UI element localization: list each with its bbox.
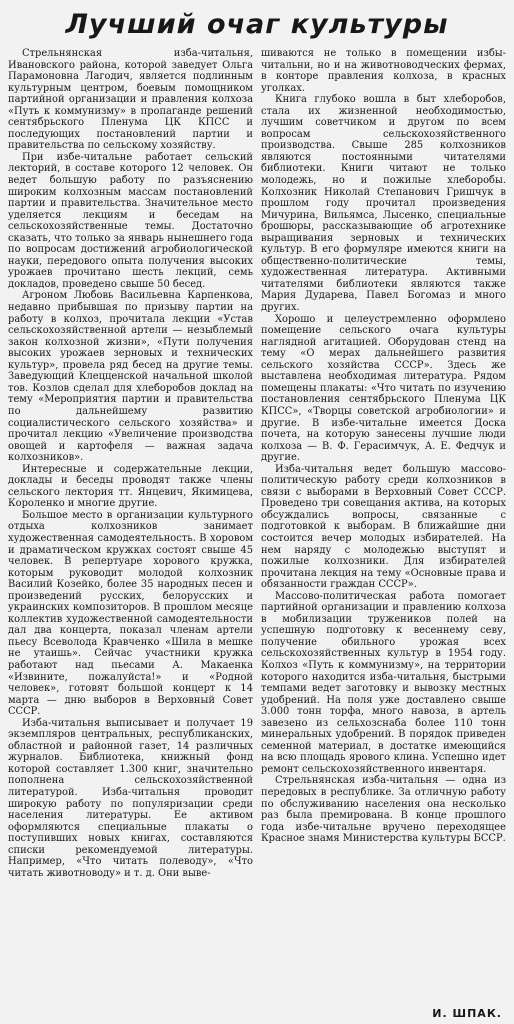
- paragraph: Хорошо и целеустремленно оформлено помещение сельского очага культуры наглядной агитацией. Оборудован стенд на тему «О мерах дальнейшего развития сельского хозяйства СССР». Здесь же выставлена необходимая литература. Рядом помещены плакаты: «Что читать по изучению постановления сентябрьского Пленума ЦК КПСС», «Творцы советской агробиологии» и другие. В избе-читальне имеется Доска почета, на которую занесены лучшие люди колхоза — В. Ф. Герасимчук, А. Е. Федчук и другие.: [261, 313, 506, 464]
- paragraph: Стрельнянская изба-читальня — одна из передовых в республике. За отличную работу по обслуживанию населения она несколько раз была премирована. В конце прошлого года избе-читальне вручено переходящее Красное знамя Министерства культуры БССР.: [261, 775, 506, 845]
- author-signature: И. ШПАК.: [432, 1007, 502, 1020]
- left-column: [8, 48, 253, 1006]
- paragraph: Массово-политическая работа помогает партийной организации и правлению колхоза в мобилизации тружеников полей на успешную подготовку к весеннему севу, получение обильного урожая всех сельскохозяйственных культур в 1954 году. Колхоз «Путь к коммунизму», на территории которого находится изба-читальня, быстрыми темпами ведет заготовку и вывозку местных удобрений. На поля уже доставлено свыше 3.000 тонн торфа, много навоза, в артель завезено из сельхозснаба более 110 тонн минеральных удобрений. В порядок приведен семенной материал, в достатке имеющийся на всю площадь ярового клина. Успешно идет ремонт сельскохозяйственного инвентаря.: [261, 590, 506, 775]
- article-title: Лучший очаг культуры: [65, 9, 449, 40]
- article-body: [8, 48, 506, 1006]
- paragraph: Интересные и содержательные лекции, доклады и беседы проводят также члены сельского лектория тт. Янцевич, Якимицева, Короленко и многие другие.: [8, 463, 253, 510]
- paragraph: Книга глубоко вошла в быт хлеборобов, стала их жизненной необходимостью, лучшим советчиком и другом по всем вопросам сельскохозяйственного производства. Свыше 285 колхозников являются постоянными читателями библиотеки. Книги читают не только молодежь, но и пожилые хлеборобы. Колхозник Николай Степанович Гришчук в прошлом году прочитал произведения Мичурина, Вильямса, Лысенко, специальные брошюры, рассказывающие об агротехнике выращивания зерновых и технических культур. В его формуляре имеются книги на общественно-политические темы, художественная литература. Активными читателями библиотеки являются также Мария Дударева, Павел Богомаз и много других.: [261, 94, 506, 314]
- paragraph: При избе-читальне работает сельский лекторий, в составе которого 12 человек. Он ведет большую работу по разъяснению широким колхозным массам постановлений партии и правительства. Значительное место уделяется лекциям и беседам на сельскохозяйственные темы. Достаточно сказать, что только за январь нынешнего года по вопросам достижений агробиологической науки, передового опыта получения высоких урожаев прочитано шесть лекций, семь докладов, проведено свыше 50 бесед.: [8, 151, 253, 290]
- paragraph: Большое место в организации культурного отдыха колхозников занимает художественная самодеятельность. В хоровом и драматическом кружках состоят свыше 45 человек. В репертуаре хорового кружка, которым руководит молодой колхозник Василий Козейко, более 35 народных песен и произведений русских, белорусских и украинских композиторов. В прошлом месяце коллектив художественной самодеятельности дал два концерта, показал членам артели пьесу Всеволода Кравченко «Шила в мешке не утаишь». Сейчас участники кружка работают над пьесами А. Макаенка «Извините, пожалуйста!» и «Родной человек», готовят большой концерт к 14 марта — дню выборов в Верховный Совет СССР.: [8, 509, 253, 718]
- paragraph: Агроном Любовь Васильевна Карпенкова, недавно прибывшая по призыву партии на работу в колхоз, прочитала лекции «Устав сельскохозяйственной артели — незыблемый закон колхозной жизни», «Пути получения высоких урожаев зерновых и технических культур», провела ряд бесед на другие темы. Заведующий Клецценской начальной школой тов. Козлов сделал для хлеборобов доклад на тему «Мероприятия партии и правительства по дальнейшему развитию социалистического сельского хозяйства» и прочитал лекцию «Увеличение производства овощей и картофеля — важная задача колхозников».: [8, 290, 253, 464]
- paragraph: Стрельнянская изба-читальня, Ивановского района, которой заведует Ольга Парамоновна Лагодич, является подлинным культурным центром, боевым помощником партийной организации и правления колхоза «Путь к коммунизму» в пропаганде решений сентябрьского Пленума ЦК КПСС и последующих постановлений партии и правительства по сельскому хозяйству.: [8, 48, 253, 152]
- paragraph: Изба-читальня ведет большую массово-политическую работу среди колхозников в связи с выборами в Верховный Совет СССР. Проведено три совещания актива, на которых обсуждались вопросы, связанные с подготовкой к выборам. В ближайшие дни состоится вечер молодых избирателей. На нем наряду с молодежью выступят и пожилые колхозники. Для избирателей прочитана лекция на тему «Основные права и обязанности граждан СССР».: [261, 463, 506, 591]
- paragraph: Изба-читальня выписывает и получает 19 экземпляров центральных, республиканских, областной и районной газет, 14 различных журналов. Библиотека, книжный фонд которой составляет 1.300 книг, значительно пополнена сельскохозяйственной литературой. Изба-читальня проводит широкую работу по популяризации среди населения литературы. Ее активом оформляются специальные плакаты о поступивших новых книгах, составляются списки рекомендуемой литературы. Например, «Что читать полеводу», «Что читать животноводу» и т. д. Они выве-: [8, 717, 253, 879]
- right-column: [261, 48, 506, 1006]
- paragraph: шиваются не только в помещении избы-читальни, но и на животноводческих фермах, в конторе правления колхоза, в красных уголках.: [261, 48, 506, 94]
